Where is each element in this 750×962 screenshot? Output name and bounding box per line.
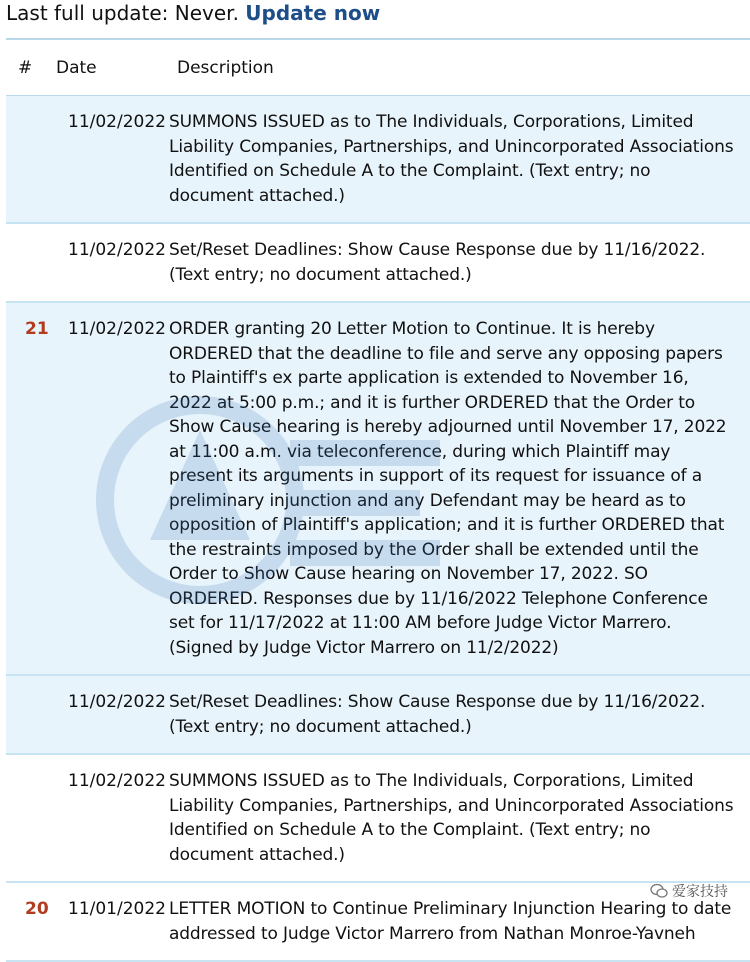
entry-description: ORDER granting 20 Letter Motion to Continue. It is hereby ORDERED that the deadline to file and serve any opposing papers to Plaintiff's ex parte application is extended to November 16, 2022 at 5:00 p.m.; and it is further ORDERED that the Order to Show Cause hearing is hereby adjourned until November 17, 2022 at 11:00 a.m. via teleconference, during which Plaintiff may present its arguments in support of its request for issuance of a preliminary injunction and any Defendant may be heard as to opposition of Plaintiff's application; and it is further ORDERED that the restraints imposed by the Order shall be extended until the Order to Show Cause hearing on November 17, 2022. SO ORDERED. Responses due by 11/16/2022 Telephone Conference set for 11/17/2022 at 11:00 AM before Judge Victor Marrero. (Signed by Judge Victor Marrero on 11/2/2022) <box>169 319 727 658</box>
watermark-text: 爱家技持 <box>672 884 728 900</box>
table-row <box>6 303 750 676</box>
entry-date: 11/02/2022 <box>68 240 166 260</box>
entry-description: SUMMONS ISSUED as to The Individuals, Corporations, Limited Liability Companies, Partnerships, and Unincorporated Associations Identified on Schedule A to the Complaint. (Text entry; no document attached.) <box>169 112 734 206</box>
header-number[interactable]: # <box>18 58 33 78</box>
entry-date: 11/01/2022 <box>68 899 166 919</box>
entry-date: 11/02/2022 <box>68 692 166 712</box>
entry-description: LETTER MOTION to Continue Preliminary Injunction Hearing to date addressed to Judge Victor Marrero from Nathan Monroe-Yavneh <box>169 899 732 944</box>
entry-number[interactable]: 20 <box>25 899 49 919</box>
entry-date: 11/02/2022 <box>68 112 166 132</box>
entry-date: 11/02/2022 <box>68 771 166 791</box>
table-header <box>6 40 750 96</box>
wechat-icon <box>650 883 668 899</box>
docket-table <box>6 38 750 962</box>
entry-description: Set/Reset Deadlines: Show Cause Response due by 11/16/2022. (Text entry; no document attached.) <box>169 240 706 285</box>
source-watermark <box>650 881 728 901</box>
table-row <box>6 96 750 224</box>
table-row <box>6 676 750 755</box>
table-row <box>6 224 750 303</box>
entry-description: Set/Reset Deadlines: Show Cause Response due by 11/16/2022. (Text entry; no document attached.) <box>169 692 706 737</box>
update-now-link[interactable]: Update now <box>245 1 381 25</box>
header-date[interactable]: Date <box>56 58 97 78</box>
entry-date: 11/02/2022 <box>68 319 166 339</box>
table-row <box>6 755 750 883</box>
last-update-bar <box>6 0 380 28</box>
entry-number[interactable]: 21 <box>25 319 49 339</box>
header-description[interactable]: Description <box>177 58 274 78</box>
entry-description: SUMMONS ISSUED as to The Individuals, Corporations, Limited Liability Companies, Partnerships, and Unincorporated Associations Identified on Schedule A to the Complaint. (Text entry; no document attached.) <box>169 771 734 865</box>
last-update-text: Last full update: Never. <box>6 1 239 25</box>
table-row <box>6 883 750 962</box>
